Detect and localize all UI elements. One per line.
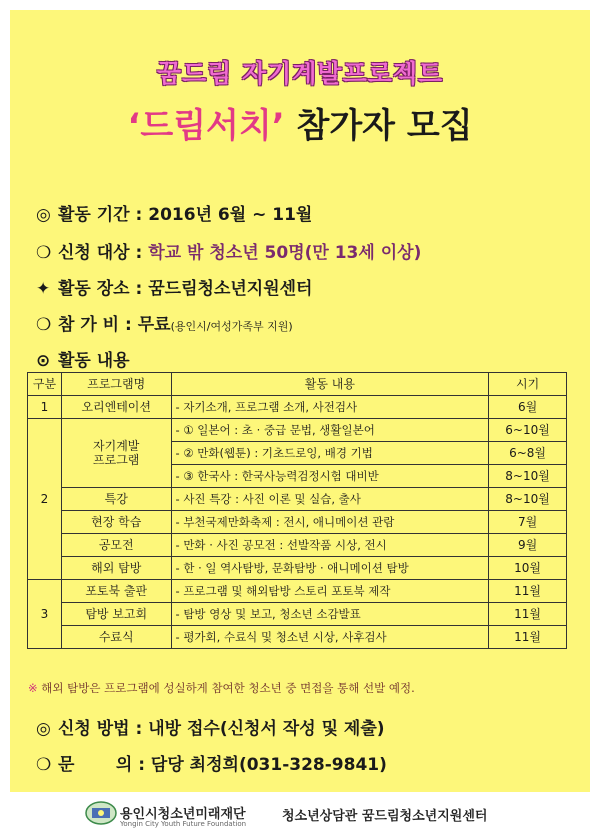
activity: - 부천국제만화축제 : 전시, 애니메이션 관람 xyxy=(171,511,489,534)
header-cell: 시기 xyxy=(489,373,567,396)
table-row xyxy=(28,557,567,580)
program-table xyxy=(27,372,567,649)
bullet-icon: ◎ xyxy=(36,205,51,225)
activity: - 프로그램 및 해외탐방 스토리 포토북 제작 xyxy=(171,580,489,603)
period: 6~10월 xyxy=(489,419,567,442)
activity: - ① 일본어 : 초 · 중급 문법, 생활일본어 xyxy=(171,419,489,442)
info-label: 신청 대상 : xyxy=(58,243,149,263)
activity: - ② 만화(웹툰) : 기초드로잉, 배경 기법 xyxy=(171,442,489,465)
bullet-icon: ❍ xyxy=(36,243,52,263)
group-num: 1 xyxy=(28,396,62,419)
program-name: 특강 xyxy=(61,488,171,511)
info-period xyxy=(36,200,312,225)
info-value: 꿈드림청소년지원센터 xyxy=(148,279,313,299)
info-label: 문 의 : xyxy=(58,755,151,775)
bullet-icon: ❍ xyxy=(36,755,52,775)
info-target xyxy=(36,238,421,263)
foundation-name-en: Yongin City Youth Future Foundation xyxy=(120,820,247,828)
table-row xyxy=(28,488,567,511)
activity: - 한 · 일 역사탐방, 문화탐방 · 애니메이션 탐방 xyxy=(171,557,489,580)
program-name: 자기계발 프로그램 xyxy=(61,419,171,488)
period: 11월 xyxy=(489,603,567,626)
info-place xyxy=(36,274,312,299)
info-label: 활동 장소 : xyxy=(58,279,149,299)
activity: - 사진 특강 : 사진 이론 및 실습, 출사 xyxy=(171,488,489,511)
header-cell: 구분 xyxy=(28,373,62,396)
program-name: 수료식 xyxy=(61,626,171,649)
period: 9월 xyxy=(489,534,567,557)
info-label: 활동 내용 xyxy=(58,351,130,371)
table-row xyxy=(28,511,567,534)
period: 8~10월 xyxy=(489,465,567,488)
activity: - ③ 한국사 : 한국사능력검정시험 대비반 xyxy=(171,465,489,488)
info-fee xyxy=(36,310,293,335)
foundation-logo-icon xyxy=(84,799,118,827)
period: 11월 xyxy=(489,580,567,603)
activity: - 자기소개, 프로그램 소개, 사전검사 xyxy=(171,396,489,419)
info-value: 담당 최정희(031-328-9841) xyxy=(150,755,387,775)
group-num: 2 xyxy=(28,419,62,580)
info-value: 2016년 6월 ~ 11월 xyxy=(148,205,313,225)
note xyxy=(28,680,415,696)
period: 7월 xyxy=(489,511,567,534)
activity: - 만화 · 사진 공모전 : 선발작품 시상, 전시 xyxy=(171,534,489,557)
program-name: 공모전 xyxy=(61,534,171,557)
title-rest: 참가자 모집 xyxy=(284,106,473,146)
center-name: 청소년상담관 꿈드림청소년지원센터 xyxy=(282,809,488,824)
period: 11월 xyxy=(489,626,567,649)
note-star: ※ xyxy=(28,681,38,695)
table-header xyxy=(28,373,567,396)
info-contact xyxy=(36,750,387,775)
table-row xyxy=(28,396,567,419)
info-value: 무료 xyxy=(137,315,171,335)
title-quote: ‘드림서치’ xyxy=(127,106,285,146)
note-text: 해외 탐방은 프로그램에 성실하게 참여한 청소년 중 면접을 통해 선발 예정. xyxy=(37,681,415,695)
period: 6월 xyxy=(489,396,567,419)
program-name: 탐방 보고회 xyxy=(61,603,171,626)
info-label: 참 가 비 : xyxy=(58,315,138,335)
info-label: 신청 방법 : xyxy=(58,719,149,739)
period: 10월 xyxy=(489,557,567,580)
info-label: 활동 기간 : xyxy=(58,205,149,225)
activity: - 평가회, 수료식 및 청소년 시상, 사후검사 xyxy=(171,626,489,649)
program-name: 현장 학습 xyxy=(61,511,171,534)
header-cell: 활동 내용 xyxy=(171,373,489,396)
table-row xyxy=(28,580,567,603)
info-sub: (용인시/여성가족부 지원) xyxy=(170,320,293,333)
bullet-icon: ◎ xyxy=(36,719,51,739)
program-name: 해외 탐방 xyxy=(61,557,171,580)
activity: - 탐방 영상 및 보고, 청소년 소감발표 xyxy=(171,603,489,626)
bullet-icon: ✦ xyxy=(36,279,51,299)
poster xyxy=(10,10,590,792)
table-row xyxy=(28,419,567,442)
title-line1: 꿈드림 자기계발프로젝트 xyxy=(156,59,444,88)
period: 6~8월 xyxy=(489,442,567,465)
program-name: 오리엔테이션 xyxy=(61,396,171,419)
footer xyxy=(0,795,600,835)
header-cell: 프로그램명 xyxy=(61,373,171,396)
title-line2 xyxy=(10,98,590,147)
bullet-icon: ❍ xyxy=(36,315,52,335)
info-value: 내방 접수(신청서 작성 및 제출) xyxy=(148,719,385,739)
info-value: 학교 밖 청소년 50명(만 13세 이상) xyxy=(148,243,422,263)
bullet-icon: ⊙ xyxy=(36,351,51,371)
program-name: 포토북 출판 xyxy=(61,580,171,603)
info-content xyxy=(36,346,130,371)
group-num: 3 xyxy=(28,580,62,649)
info-apply xyxy=(36,714,385,739)
table-row xyxy=(28,603,567,626)
foundation-name: 용인시청소년미래재단 xyxy=(120,807,246,822)
table-row xyxy=(28,626,567,649)
period: 8~10월 xyxy=(489,488,567,511)
table-row xyxy=(28,534,567,557)
